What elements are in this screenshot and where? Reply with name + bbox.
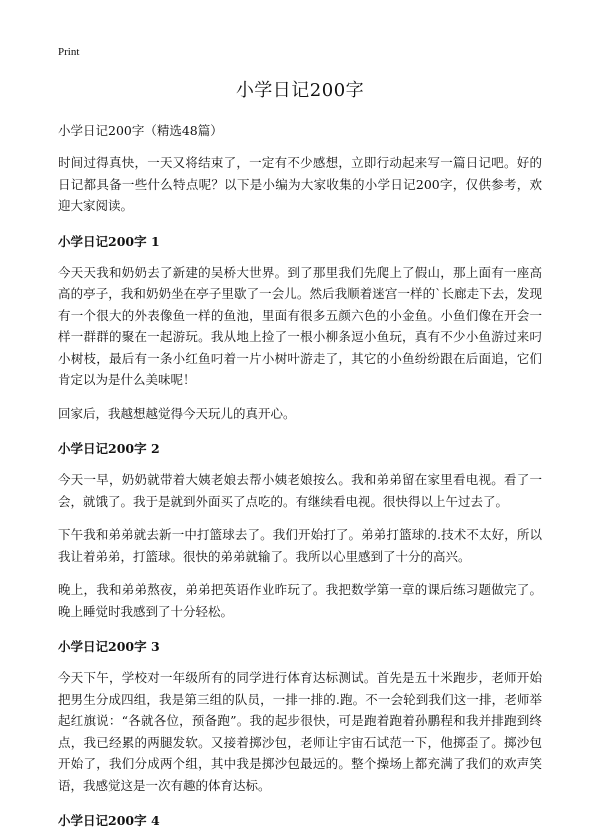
section-heading-3: 小学日记200字 3 (58, 639, 160, 654)
print-link[interactable]: Print (58, 46, 80, 58)
section-heading-2: 小学日记200字 2 (58, 441, 160, 456)
section-heading-1: 小学日记200字 1 (58, 233, 160, 249)
section-2-paragraph-1: 今天一早，奶奶就带着大姨老娘去帮小姨老娘按么。我和弟弟留在家里看电视。看了一会，就饿了。我于是就到外面买了点吃的。有继续看电视。很快得以上午过去了。 (58, 472, 542, 509)
section-2-paragraph-3: 晚上，我和弟弟熬夜，弟弟把英语作业昨玩了。我把数学第一章的课后练习题做完了。晚上睡觉时我感到了十分轻松。 (58, 582, 542, 619)
section-3-paragraph-1: 今天下午，学校对一年级所有的同学进行体育达标测试。首先是五十米跑步，老师开始把男生分成四组，我是第三组的队员，一排一排的.跑。不一会轮到我们这一排，老师举起红旗说：“各就各位，预备跑”。我的起步很快，可是跑着跑着孙鹏程和我并排跑到终点，我已经累的两腿发软。又接着掷沙包，老师让宇宙石试范一下，他掷歪了。掷沙包开始了，我们分成两个组，其中我是掷沙包最远的。整个操场上都充满了我们的欢声笑语，我感觉这是一次有趣的体育达标。 (58, 670, 542, 793)
section-2-paragraph-2: 下午我和弟弟就去新一中打篮球去了。我们开始打了。弟弟打篮球的.技术不太好，所以我让着弟弟，打篮球。很快的弟弟就输了。我所以心里感到了十分的高兴。 (58, 527, 542, 564)
page-title: 小学日记200字 (235, 80, 365, 101)
document-subtitle: 小学日记200字（精选48篇） (58, 123, 223, 138)
section-heading-4: 小学日记200字 4 (58, 813, 160, 828)
intro-paragraph: 时间过得真快，一天又将结束了，一定有不少感想，立即行动起来写一篇日记吧。好的日记都具备一些什么特点呢？以下是小编为大家收集的小学日记200字，仅供参考，欢迎大家阅读。 (58, 155, 542, 213)
section-1-paragraph-2: 回家后，我越想越觉得今天玩儿的真开心。 (58, 405, 296, 421)
section-1-paragraph-1: 今天天我和奶奶去了新建的吴桥大世界。到了那里我们先爬上了假山，那上面有一座高高的亭子，我和奶奶坐在亭子里歇了一会儿。然后我顺着迷宫一样的`长廊走下去，发现有一个很大的外表像鱼一样的鱼池，里面有很多五颜六色的小金鱼。小鱼们像在开会一样一群群的聚在一起游玩。我从地上捡了一根小柳条逗小鱼玩，真有不少小鱼游过来叼小树枝，最后有一条小红鱼叼着一片小树叶游走了，其它的小鱼纷纷跟在后面追，它们肯定以为是什么美味呢！ (58, 264, 542, 387)
